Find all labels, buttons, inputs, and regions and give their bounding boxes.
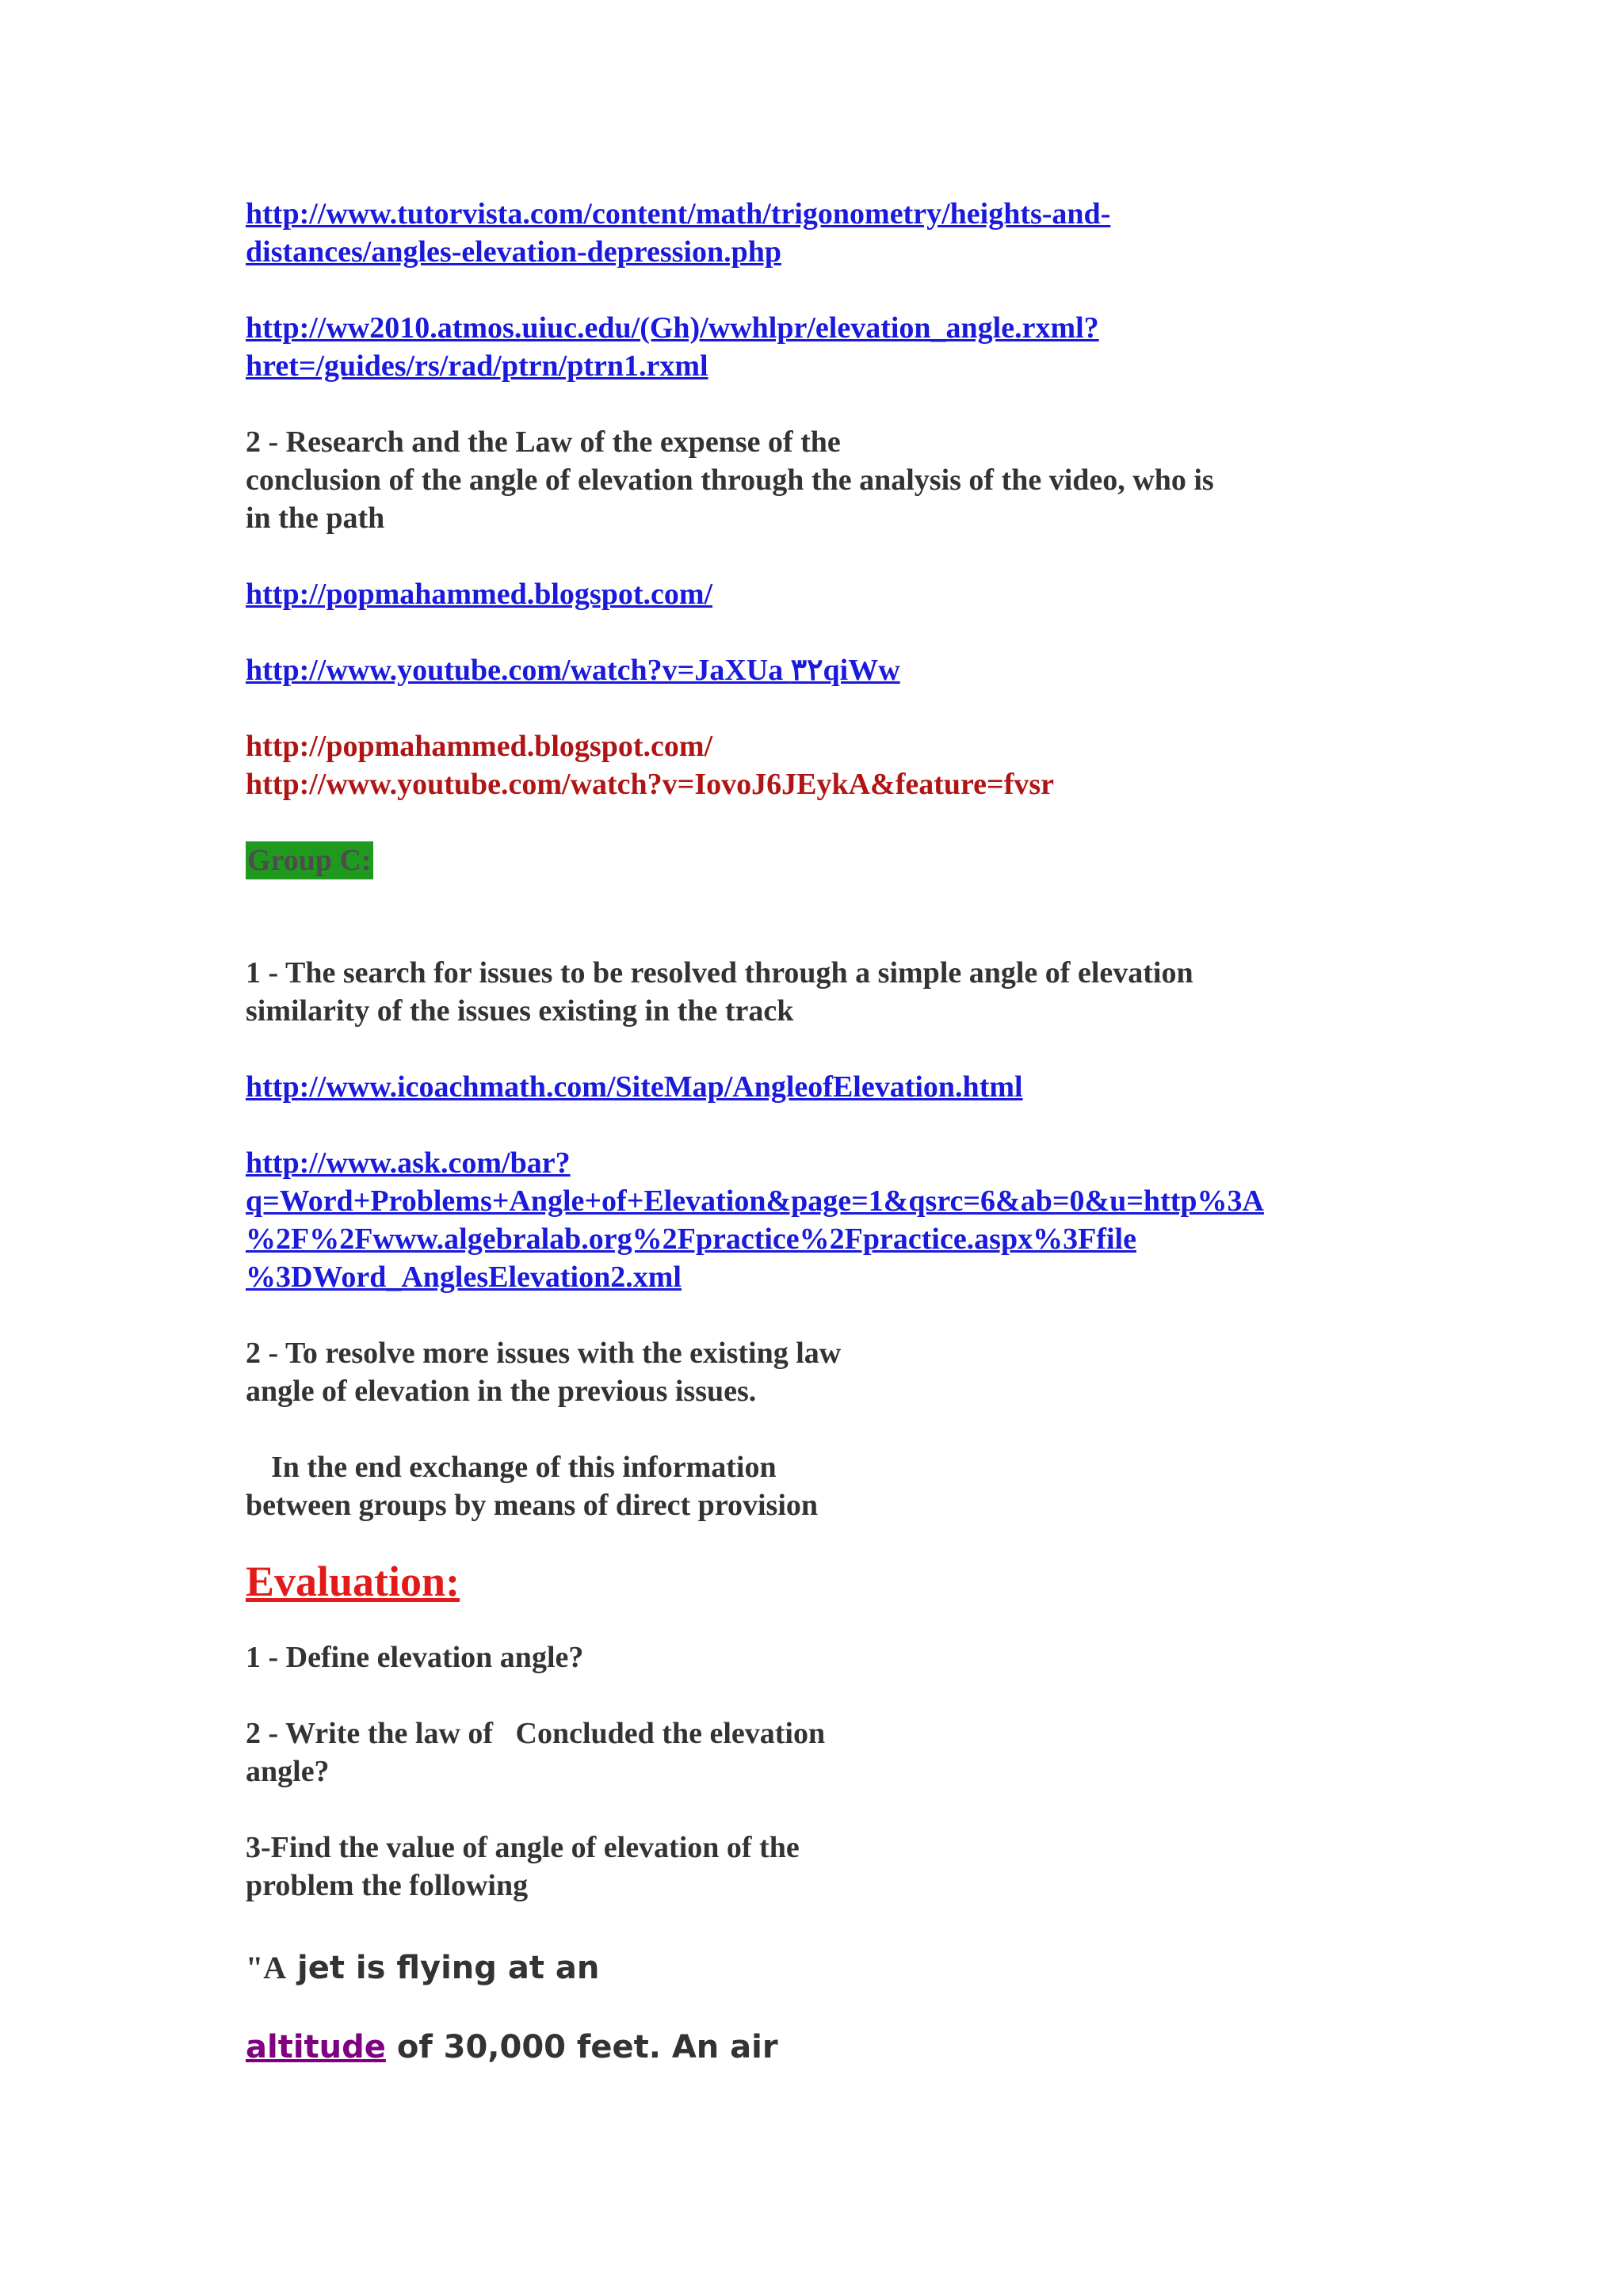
spacer — [246, 537, 1434, 575]
document-body — [246, 195, 1434, 2066]
spacer — [246, 1607, 1434, 1638]
problem-line1-text: jet is flying at an — [286, 1950, 600, 1986]
red-blog-link[interactable]: http://popmahammed.blogspot.com/ — [246, 730, 713, 763]
evaluation-q3-line1: 3-Find the value of angle of elevation of the — [246, 1831, 800, 1864]
spacer — [246, 1676, 1434, 1714]
problem-quote-mark: "A — [246, 1950, 287, 1985]
spacer — [246, 689, 1434, 727]
spacer — [246, 803, 1434, 841]
ask-link-line1[interactable]: http://www.ask.com/bar? — [246, 1146, 571, 1180]
exchange-line1: In the end exchange of this information — [271, 1451, 777, 1484]
exchange-line2: between groups by means of direct provision — [246, 1489, 819, 1522]
spacer — [246, 271, 1434, 309]
icoachmath-link[interactable]: http://www.icoachmath.com/SiteMap/AngleofElevation.html — [246, 1070, 1023, 1104]
tutorvista-link-line2[interactable]: distances/angles-elevation-depression.php — [246, 235, 781, 269]
resolve-task-line1: 2 - To resolve more issues with the existing law — [246, 1337, 842, 1370]
ask-link-line3[interactable]: %2F%2Fwww.algebralab.org%2Fpractice%2Fpractice.aspx%3Ffile — [246, 1222, 1136, 1256]
youtube-link[interactable]: http://www.youtube.com/watch?v=JaXUa ٣٢qiWw — [246, 654, 900, 687]
atmos-link-line2[interactable]: hret=/guides/rs/rad/ptrn/ptrn1.rxml — [246, 349, 708, 383]
problem-line1 — [246, 1949, 1434, 1987]
spacer — [246, 1106, 1434, 1144]
search-task-line2: similarity of the issues existing in the track — [246, 994, 794, 1028]
evaluation-q2-line2: angle? — [246, 1755, 330, 1788]
evaluation-heading: Evaluation: — [246, 1558, 460, 1605]
spacer — [246, 1987, 1434, 2028]
blog-link[interactable]: http://popmahammed.blogspot.com/ — [246, 578, 713, 611]
research-text-line1: 2 - Research and the Law of the expense of the — [246, 425, 841, 459]
spacer — [246, 1410, 1434, 1448]
spacer — [246, 385, 1434, 423]
spacer — [246, 613, 1434, 651]
spacer — [246, 879, 1434, 917]
resolve-task-line2: angle of elevation in the previous issues. — [246, 1375, 757, 1408]
red-youtube-link[interactable]: http://www.youtube.com/watch?v=IovoJ6JEykA&feature=fvsr — [246, 768, 1055, 801]
group-c-heading-row — [246, 841, 1434, 879]
spacer — [246, 1791, 1434, 1829]
research-text-line2: conclusion of the angle of elevation through the analysis of the video, who is — [246, 463, 1214, 497]
problem-line2 — [246, 2028, 1434, 2066]
spacer — [246, 1905, 1434, 1949]
evaluation-q3-line2: problem the following — [246, 1869, 529, 1902]
altitude-link[interactable]: altitude — [246, 2029, 386, 2065]
evaluation-q1: 1 - Define elevation angle? — [246, 1641, 584, 1674]
spacer — [246, 917, 1434, 954]
search-task-line1: 1 - The search for issues to be resolved through a simple angle of elevation — [246, 956, 1193, 990]
spacer — [246, 1524, 1434, 1556]
research-text-line3: in the path — [246, 502, 385, 535]
ask-link-line4[interactable]: %3DWord_AnglesElevation2.xml — [246, 1261, 682, 1294]
spacer — [246, 1030, 1434, 1068]
problem-line2-text: of 30,000 feet. An air — [385, 2029, 778, 2065]
ask-link-line2[interactable]: q=Word+Problems+Angle+of+Elevation&page=1&qsrc=6&ab=0&u=http%3A — [246, 1184, 1264, 1218]
spacer — [246, 1296, 1434, 1334]
evaluation-q2-line1: 2 - Write the law of Concluded the elevation — [246, 1717, 826, 1750]
atmos-link-line1[interactable]: http://ww2010.atmos.uiuc.edu/(Gh)/wwhlpr/elevation_angle.rxml? — [246, 311, 1099, 345]
group-c-label: Group C: — [246, 841, 373, 879]
tutorvista-link-line1[interactable]: http://www.tutorvista.com/content/math/trigonometry/heights-and- — [246, 197, 1111, 231]
